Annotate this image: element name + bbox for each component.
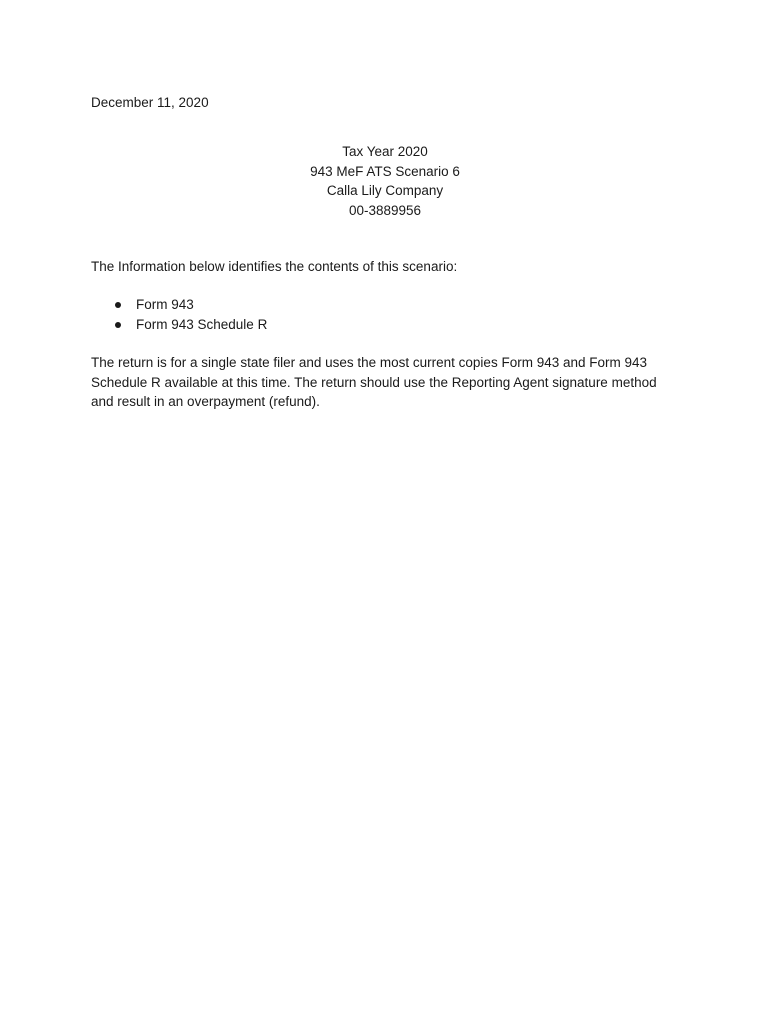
body-paragraph	[91, 353, 691, 412]
contents-list	[91, 295, 267, 335]
list-item-label: Form 943 Schedule R	[136, 317, 268, 332]
list-item	[91, 315, 267, 335]
company-name-line: Calla Lily Company	[326, 183, 444, 198]
bullet-icon	[115, 302, 121, 308]
body-line: The return is for a single state filer and uses the most current copies Form 943 and Form 943	[91, 355, 648, 370]
body-line: Schedule R available at this time. The return should use the Reporting Agent signature method	[91, 374, 657, 390]
ein-line: 00-3889956	[348, 202, 422, 218]
scenario-title-line: 943 MeF ATS Scenario 6	[310, 163, 460, 179]
body-line: and result in an overpayment (refund).	[91, 394, 320, 409]
intro-text: The Information below identifies the contents of this scenario:	[91, 259, 458, 274]
list-item-label: Form 943	[136, 297, 194, 312]
tax-year-line: Tax Year 2020	[342, 144, 428, 159]
list-item	[91, 295, 267, 315]
bullet-icon	[115, 322, 121, 328]
document-date: December 11, 2020	[91, 95, 209, 110]
scenario-heading	[0, 142, 770, 220]
